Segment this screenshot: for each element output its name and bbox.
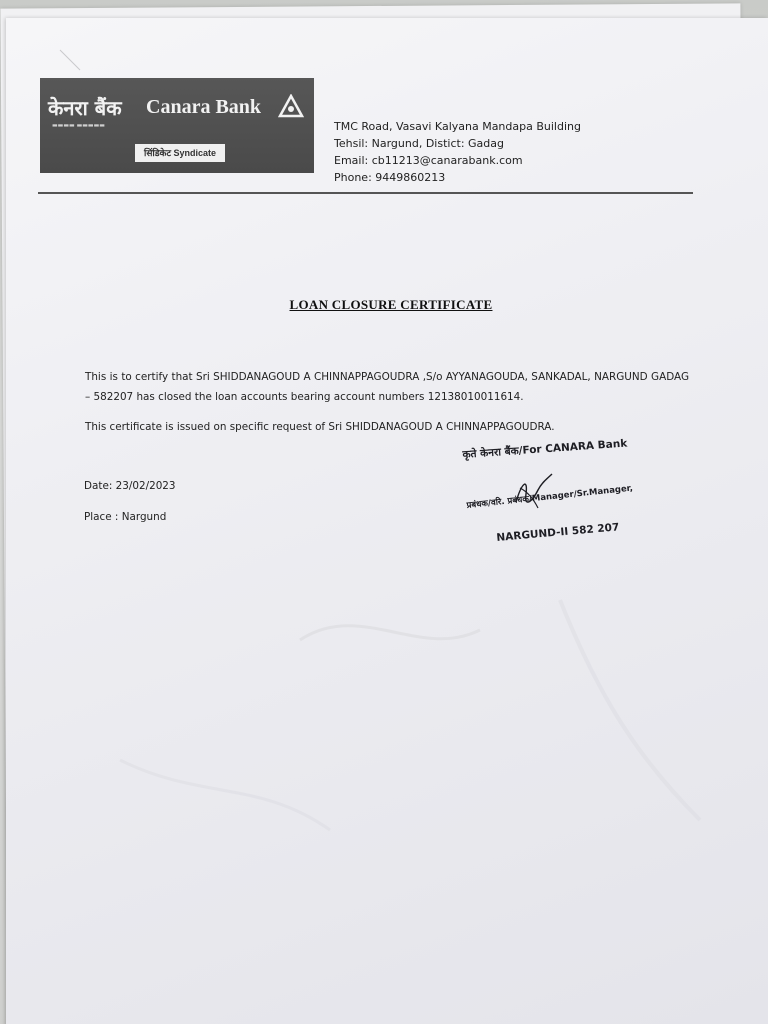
- issue-place: Place : Nargund: [84, 511, 167, 523]
- logo-tagline-decoration: ▬▬▬▬ ▬▬▬▬▬: [52, 122, 105, 129]
- syndicate-logo: सिंडिकेट Syndicate: [135, 144, 225, 162]
- logo-bank-name: Canara Bank: [146, 96, 262, 118]
- address-line-1: TMC Road, Vasavi Kalyana Mandapa Building: [334, 120, 581, 133]
- letterhead-divider: [38, 192, 693, 194]
- bank-logo-banner: [40, 78, 314, 173]
- address-line-email: Email: cb11213@canarabank.com: [334, 154, 523, 167]
- certificate-paragraph-2: This certificate is issued on specific request of Sri SHIDDANAGOUD A CHINNAPPAGOUDRA.: [85, 421, 555, 433]
- canara-triangle-logo-icon: [278, 94, 304, 118]
- stamp-for-bank-line: कृते केनरा बैंक/For CANARA Bank: [462, 437, 628, 461]
- certificate-body: [85, 367, 689, 437]
- address-line-phone: Phone: 9449860213: [334, 171, 446, 184]
- issue-date: Date: 23/02/2023: [84, 480, 176, 492]
- certificate-title: [0, 297, 768, 313]
- logo-hindi-text: केनरा बैंक: [48, 96, 122, 120]
- stamp-branch-line: NARGUND-II 582 207: [496, 521, 620, 544]
- address-line-2: Tehsil: Nargund, Distict: Gadag: [334, 137, 504, 150]
- bank-stamp: [462, 437, 692, 554]
- branch-address-block: [334, 118, 581, 186]
- stamp-designation-line: प्रबंधक/वरि. प्रबंधक/Manager/Sr.Manager,: [466, 483, 634, 511]
- certificate-paragraph-1: This is to certify that Sri SHIDDANAGOUD A CHINNAPPAGOUDRA ,S/o AYYANAGOUDA, SANKADAL, NARGUND GADAG – 582207 has closed the loan accounts bearing account numbers 12138010011614.: [85, 371, 689, 403]
- certificate-title-text: LOAN CLOSURE CERTIFICATE: [289, 297, 493, 312]
